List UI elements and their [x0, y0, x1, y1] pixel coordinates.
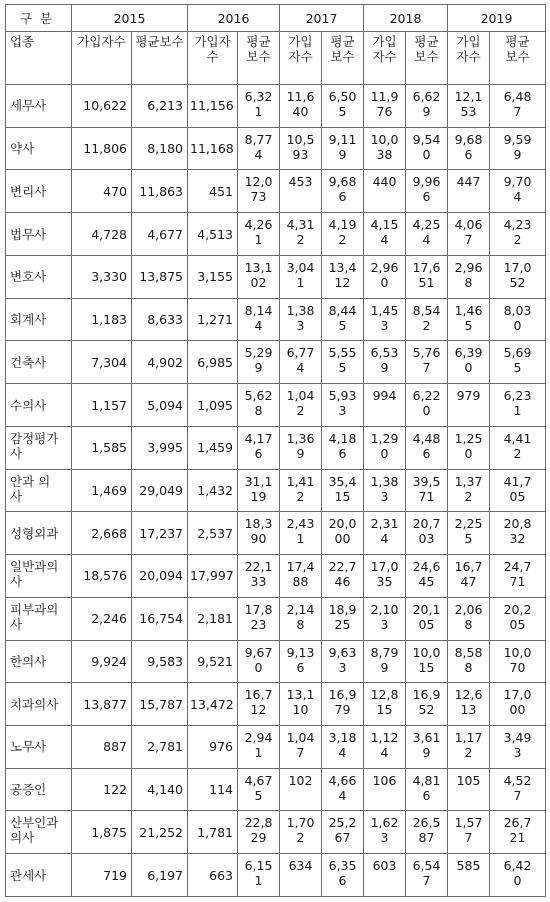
year-header-row [6, 5, 546, 32]
members-header: 가입 자수 [448, 32, 490, 85]
pay-cell: 4,48 6 [406, 426, 448, 469]
members-cell: 11,9 76 [364, 85, 406, 128]
members-cell: 1,432 [188, 469, 238, 512]
occupation-cell: 세무사 [6, 85, 72, 128]
members-cell: 8,79 9 [364, 640, 406, 683]
pay-cell: 15,787 [132, 683, 188, 726]
pay-cell: 20,094 [132, 555, 188, 598]
pay-cell: 4,25 4 [406, 213, 448, 256]
members-cell: 6,39 0 [448, 341, 490, 384]
table-row [6, 555, 546, 598]
pay-cell: 29,049 [132, 469, 188, 512]
occupation-cell: 약사 [6, 127, 72, 170]
members-cell: 10,0 38 [364, 127, 406, 170]
pay-cell: 24,6 45 [406, 555, 448, 598]
pay-cell: 4,19 2 [322, 213, 364, 256]
pay-cell: 4,23 2 [490, 213, 546, 256]
pay-cell: 6,50 5 [322, 85, 364, 128]
occupation-cell: 회계사 [6, 298, 72, 341]
pay-cell: 21,252 [132, 811, 188, 854]
pay-cell: 22,7 46 [322, 555, 364, 598]
occupation-cell: 수의사 [6, 384, 72, 427]
pay-cell: 3,49 3 [490, 726, 546, 769]
occupation-cell: 건축사 [6, 341, 72, 384]
members-cell: 8,58 8 [448, 640, 490, 683]
pay-cell: 20,7 03 [406, 512, 448, 555]
members-cell: 13,877 [72, 683, 132, 726]
pay-cell: 6,48 7 [490, 85, 546, 128]
occupation-cell: 일반과의 사 [6, 555, 72, 598]
pay-cell: 31,1 19 [238, 469, 280, 512]
members-header: 가입 자수 [280, 32, 322, 85]
pay-cell: 6,22 0 [406, 384, 448, 427]
corner-header: 구 분 [6, 5, 72, 32]
members-cell: 1,57 7 [448, 811, 490, 854]
pay-cell: 20,8 32 [490, 512, 546, 555]
table-row [6, 170, 546, 213]
pay-cell: 8,14 4 [238, 298, 280, 341]
members-cell: 2,06 8 [448, 597, 490, 640]
members-cell: 2,246 [72, 597, 132, 640]
column-label-row [6, 32, 546, 85]
pay-cell: 9,54 0 [406, 127, 448, 170]
year-header-2018: 2018 [364, 5, 448, 32]
pay-cell: 18,3 90 [238, 512, 280, 555]
members-cell: 1,45 3 [364, 298, 406, 341]
members-header: 가입 자수 [364, 32, 406, 85]
occupation-cell: 성형외과 [6, 512, 72, 555]
statistics-table [5, 4, 546, 897]
pay-cell: 16,7 12 [238, 683, 280, 726]
members-cell: 11,168 [188, 127, 238, 170]
pay-cell: 4,67 5 [238, 768, 280, 811]
table-row [6, 512, 546, 555]
pay-cell: 9,59 9 [490, 127, 546, 170]
members-cell: 994 [364, 384, 406, 427]
year-header-2016: 2016 [188, 5, 280, 32]
table-row [6, 768, 546, 811]
pay-cell: 9,63 3 [322, 640, 364, 683]
members-cell: 2,96 0 [364, 255, 406, 298]
members-cell: 1,585 [72, 426, 132, 469]
members-cell: 1,70 2 [280, 811, 322, 854]
table-row [6, 597, 546, 640]
pay-cell: 9,67 0 [238, 640, 280, 683]
pay-cell: 4,81 6 [406, 768, 448, 811]
members-cell: 1,095 [188, 384, 238, 427]
pay-header: 평균 보수 [406, 32, 448, 85]
members-cell: 3,04 1 [280, 255, 322, 298]
pay-cell: 26,7 21 [490, 811, 546, 854]
members-cell: 4,15 4 [364, 213, 406, 256]
table-row [6, 469, 546, 512]
members-cell: 4,513 [188, 213, 238, 256]
table-row [6, 213, 546, 256]
members-cell: 2,668 [72, 512, 132, 555]
occupation-cell: 관세사 [6, 854, 72, 897]
occupation-cell: 치과의사 [6, 683, 72, 726]
members-cell: 11,156 [188, 85, 238, 128]
pay-cell: 8,54 2 [406, 298, 448, 341]
members-cell: 634 [280, 854, 322, 897]
pay-cell: 22,1 33 [238, 555, 280, 598]
members-cell: 3,330 [72, 255, 132, 298]
occupation-cell: 법무사 [6, 213, 72, 256]
members-cell: 102 [280, 768, 322, 811]
pay-cell: 3,18 4 [322, 726, 364, 769]
pay-cell: 9,96 6 [406, 170, 448, 213]
pay-cell: 8,180 [132, 127, 188, 170]
pay-cell: 39,5 71 [406, 469, 448, 512]
members-cell: 451 [188, 170, 238, 213]
pay-cell: 9,70 4 [490, 170, 546, 213]
members-cell: 1,04 7 [280, 726, 322, 769]
pay-cell: 4,52 7 [490, 768, 546, 811]
occupation-cell: 안과 의 사 [6, 469, 72, 512]
members-cell: 2,43 1 [280, 512, 322, 555]
members-cell: 106 [364, 768, 406, 811]
table-row [6, 640, 546, 683]
year-header-2017: 2017 [280, 5, 364, 32]
occupation-cell: 한의사 [6, 640, 72, 683]
members-cell: 2,10 3 [364, 597, 406, 640]
members-cell: 4,31 2 [280, 213, 322, 256]
table-row [6, 683, 546, 726]
members-cell: 2,14 8 [280, 597, 322, 640]
pay-cell: 26,5 87 [406, 811, 448, 854]
pay-cell: 6,15 1 [238, 854, 280, 897]
pay-cell: 16,9 79 [322, 683, 364, 726]
members-cell: 453 [280, 170, 322, 213]
members-cell: 17,4 88 [280, 555, 322, 598]
members-cell: 9,13 6 [280, 640, 322, 683]
pay-cell: 6,32 1 [238, 85, 280, 128]
members-cell: 2,31 4 [364, 512, 406, 555]
members-cell: 6,53 9 [364, 341, 406, 384]
members-cell: 1,62 3 [364, 811, 406, 854]
pay-header: 평균 보수 [322, 32, 364, 85]
pay-cell: 41,7 05 [490, 469, 546, 512]
members-cell: 603 [364, 854, 406, 897]
members-cell: 1,459 [188, 426, 238, 469]
pay-cell: 2,781 [132, 726, 188, 769]
pay-cell: 20,0 00 [322, 512, 364, 555]
members-cell: 1,875 [72, 811, 132, 854]
members-cell: 663 [188, 854, 238, 897]
members-header: 가입자수 [72, 32, 132, 85]
pay-header: 평균보수 [132, 32, 188, 85]
members-cell: 1,46 5 [448, 298, 490, 341]
members-cell: 4,728 [72, 213, 132, 256]
members-cell: 1,41 2 [280, 469, 322, 512]
members-cell: 1,25 0 [448, 426, 490, 469]
pay-cell: 8,77 4 [238, 127, 280, 170]
pay-cell: 9,583 [132, 640, 188, 683]
members-cell: 1,37 2 [448, 469, 490, 512]
members-header: 가입자수 [188, 32, 238, 85]
table-row [6, 298, 546, 341]
pay-cell: 8,44 5 [322, 298, 364, 341]
occupation-cell: 피부과의 사 [6, 597, 72, 640]
members-cell: 2,181 [188, 597, 238, 640]
pay-cell: 6,23 1 [490, 384, 546, 427]
members-cell: 440 [364, 170, 406, 213]
pay-cell: 10,0 15 [406, 640, 448, 683]
pay-cell: 5,76 7 [406, 341, 448, 384]
pay-cell: 6,42 0 [490, 854, 546, 897]
pay-cell: 20,2 05 [490, 597, 546, 640]
pay-cell: 16,9 52 [406, 683, 448, 726]
members-cell: 105 [448, 768, 490, 811]
row-label-header: 업종 [6, 32, 72, 85]
members-cell: 447 [448, 170, 490, 213]
pay-cell: 5,55 5 [322, 341, 364, 384]
members-cell: 979 [448, 384, 490, 427]
members-cell: 9,924 [72, 640, 132, 683]
table-row [6, 811, 546, 854]
pay-cell: 20,1 05 [406, 597, 448, 640]
pay-cell: 5,094 [132, 384, 188, 427]
pay-cell: 4,140 [132, 768, 188, 811]
pay-cell: 5,69 5 [490, 341, 546, 384]
members-cell: 1,38 3 [364, 469, 406, 512]
pay-cell: 6,213 [132, 85, 188, 128]
members-cell: 9,68 6 [448, 127, 490, 170]
members-cell: 12,8 15 [364, 683, 406, 726]
pay-cell: 3,995 [132, 426, 188, 469]
members-cell: 6,77 4 [280, 341, 322, 384]
members-cell: 1,183 [72, 298, 132, 341]
pay-cell: 4,41 2 [490, 426, 546, 469]
pay-cell: 18,9 25 [322, 597, 364, 640]
pay-cell: 6,197 [132, 854, 188, 897]
table-row [6, 854, 546, 897]
members-cell: 1,38 3 [280, 298, 322, 341]
members-cell: 17,0 35 [364, 555, 406, 598]
pay-cell: 16,754 [132, 597, 188, 640]
table-row [6, 726, 546, 769]
pay-header: 평균 보수 [238, 32, 280, 85]
pay-cell: 6,62 9 [406, 85, 448, 128]
members-cell: 1,04 2 [280, 384, 322, 427]
pay-cell: 4,18 6 [322, 426, 364, 469]
table-row [6, 341, 546, 384]
pay-cell: 24,7 71 [490, 555, 546, 598]
year-header-2019: 2019 [448, 5, 546, 32]
members-cell: 585 [448, 854, 490, 897]
pay-cell: 12,0 73 [238, 170, 280, 213]
year-header-2015: 2015 [72, 5, 188, 32]
pay-cell: 3,61 9 [406, 726, 448, 769]
members-cell: 1,12 4 [364, 726, 406, 769]
pay-cell: 17,0 00 [490, 683, 546, 726]
occupation-cell: 노무사 [6, 726, 72, 769]
pay-cell: 4,902 [132, 341, 188, 384]
pay-cell: 10,0 70 [490, 640, 546, 683]
pay-cell: 2,94 1 [238, 726, 280, 769]
members-cell: 122 [72, 768, 132, 811]
members-cell: 887 [72, 726, 132, 769]
pay-cell: 9,68 6 [322, 170, 364, 213]
members-cell: 1,781 [188, 811, 238, 854]
members-cell: 2,25 5 [448, 512, 490, 555]
members-cell: 10,5 93 [280, 127, 322, 170]
members-cell: 11,6 40 [280, 85, 322, 128]
table-row [6, 384, 546, 427]
pay-header: 평균 보수 [490, 32, 546, 85]
pay-cell: 11,863 [132, 170, 188, 213]
members-cell: 13,472 [188, 683, 238, 726]
members-cell: 13,1 10 [280, 683, 322, 726]
pay-cell: 17,6 51 [406, 255, 448, 298]
occupation-cell: 변호사 [6, 255, 72, 298]
pay-cell: 5,93 3 [322, 384, 364, 427]
members-cell: 16,7 47 [448, 555, 490, 598]
pay-cell: 17,237 [132, 512, 188, 555]
pay-cell: 25,2 67 [322, 811, 364, 854]
pay-cell: 35,4 15 [322, 469, 364, 512]
members-cell: 12,1 53 [448, 85, 490, 128]
pay-cell: 4,26 1 [238, 213, 280, 256]
table-body [6, 85, 546, 897]
pay-cell: 22,8 29 [238, 811, 280, 854]
members-cell: 1,469 [72, 469, 132, 512]
pay-cell: 4,66 4 [322, 768, 364, 811]
pay-cell: 6,35 6 [322, 854, 364, 897]
pay-cell: 13,875 [132, 255, 188, 298]
members-cell: 4,06 7 [448, 213, 490, 256]
members-cell: 1,271 [188, 298, 238, 341]
members-cell: 1,29 0 [364, 426, 406, 469]
members-cell: 976 [188, 726, 238, 769]
pay-cell: 4,17 6 [238, 426, 280, 469]
members-cell: 6,985 [188, 341, 238, 384]
members-cell: 11,806 [72, 127, 132, 170]
members-cell: 3,155 [188, 255, 238, 298]
pay-cell: 5,62 8 [238, 384, 280, 427]
table-row [6, 85, 546, 128]
members-cell: 114 [188, 768, 238, 811]
pay-cell: 4,677 [132, 213, 188, 256]
members-cell: 12,6 13 [448, 683, 490, 726]
members-cell: 1,36 9 [280, 426, 322, 469]
pay-cell: 9,11 9 [322, 127, 364, 170]
members-cell: 18,576 [72, 555, 132, 598]
members-cell: 17,997 [188, 555, 238, 598]
table-row [6, 255, 546, 298]
members-cell: 10,622 [72, 85, 132, 128]
pay-cell: 5,29 9 [238, 341, 280, 384]
members-cell: 1,17 2 [448, 726, 490, 769]
members-cell: 9,521 [188, 640, 238, 683]
members-cell: 470 [72, 170, 132, 213]
occupation-cell: 감정평가 사 [6, 426, 72, 469]
pay-cell: 17,0 52 [490, 255, 546, 298]
table-row [6, 426, 546, 469]
members-cell: 1,157 [72, 384, 132, 427]
pay-cell: 6,54 7 [406, 854, 448, 897]
table-row [6, 127, 546, 170]
pay-cell: 13,4 12 [322, 255, 364, 298]
pay-cell: 8,633 [132, 298, 188, 341]
members-cell: 2,96 8 [448, 255, 490, 298]
pay-cell: 13,1 02 [238, 255, 280, 298]
members-cell: 7,304 [72, 341, 132, 384]
occupation-cell: 산부인과 의사 [6, 811, 72, 854]
members-cell: 2,537 [188, 512, 238, 555]
occupation-cell: 변리사 [6, 170, 72, 213]
pay-cell: 8,03 0 [490, 298, 546, 341]
occupation-cell: 공증인 [6, 768, 72, 811]
pay-cell: 17,8 23 [238, 597, 280, 640]
members-cell: 719 [72, 854, 132, 897]
